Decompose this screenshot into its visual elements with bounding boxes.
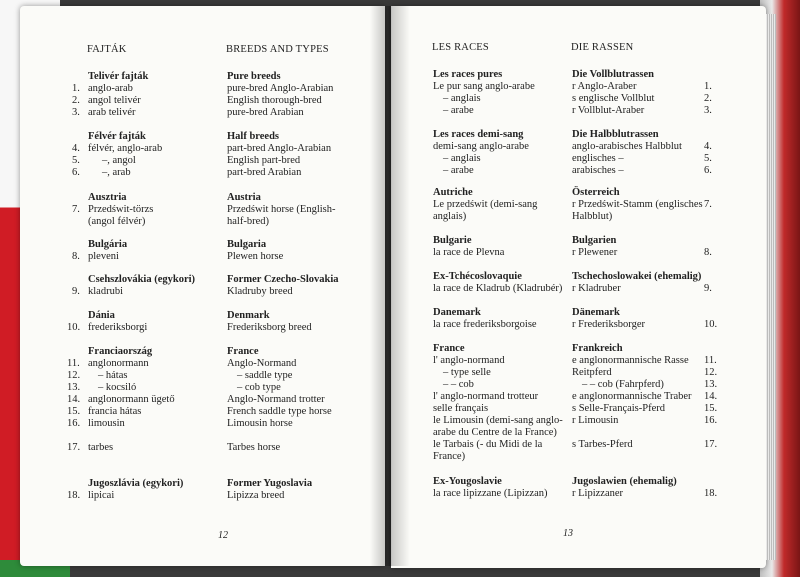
de-section-title: Frankreich xyxy=(572,343,623,354)
hu-item: anglonormann xyxy=(88,358,149,369)
hu-item: lipicai xyxy=(88,490,115,501)
en-item: Frederiksborg breed xyxy=(227,322,312,333)
hu-item: – hátas xyxy=(98,370,128,381)
hu-section-half xyxy=(88,131,162,179)
de-section-title: Tschechoslowakei (ehemalig) xyxy=(572,271,702,282)
row-number: 6. xyxy=(704,165,712,176)
fr-item: l' anglo-normand trotteur xyxy=(433,391,539,402)
row-number: 5. xyxy=(72,155,80,166)
hu-item: frederiksborgi xyxy=(88,322,148,333)
en-item: – cob type xyxy=(237,382,281,393)
fr-section-denmark xyxy=(433,307,537,331)
fr-item: la race de Plevna xyxy=(433,247,505,258)
en-item: Plewen horse xyxy=(227,251,284,262)
row-number: 9. xyxy=(704,283,712,294)
en-item: English part-bred xyxy=(227,155,301,166)
en-item: Anglo-Normand trotter xyxy=(227,394,325,405)
fr-item: le Tarbais (- du Midi de la France) xyxy=(433,439,543,462)
hu-item: arab telivér xyxy=(88,107,136,118)
fr-section-yugoslavia xyxy=(433,476,548,500)
en-section-title: Austria xyxy=(227,192,261,203)
german-heading: DIE RASSEN xyxy=(571,42,634,53)
hu-item: (angol félvér) xyxy=(88,216,146,227)
row-number: 1. xyxy=(704,81,712,92)
de-item: r Anglo-Araber xyxy=(572,81,637,92)
row-number: 7. xyxy=(72,204,80,215)
de-item: r Kladruber xyxy=(572,283,621,294)
de-item: r Plewener xyxy=(572,247,618,258)
hu-section-title: Bulgária xyxy=(88,239,128,250)
hu-section-title: Félvér fajták xyxy=(88,131,146,142)
de-item: s Selle-Français-Pferd xyxy=(572,403,666,414)
en-section-title: Half breeds xyxy=(227,131,280,142)
row-number: 12. xyxy=(67,370,81,381)
de-item: – – cob (Fahrpferd) xyxy=(582,379,664,390)
french-heading: LES RACES xyxy=(432,42,489,53)
de-item: e anglonormannische Rasse xyxy=(572,355,689,366)
fr-item: le Limousin (demi-sang anglo-arabe du Centre de la France) xyxy=(433,415,563,438)
row-number: 16. xyxy=(67,418,81,429)
row-number: 15. xyxy=(704,403,718,414)
row-number: 18. xyxy=(67,490,81,501)
hu-item: angol telivér xyxy=(88,95,141,106)
en-section-czechoslovakia xyxy=(227,274,339,298)
fr-section-half xyxy=(433,129,529,177)
de-section-bulgaria xyxy=(572,235,617,259)
hu-section-yugoslavia xyxy=(88,478,183,502)
fr-section-title: France xyxy=(433,343,465,354)
en-item: French saddle type horse xyxy=(227,406,332,417)
hu-section-title: Jugoszlávia (egykori) xyxy=(88,478,184,489)
de-item: arabisches – xyxy=(572,165,624,176)
fr-section-title: Autriche xyxy=(433,187,473,198)
de-section-france xyxy=(572,343,692,451)
de-section-half xyxy=(572,129,682,177)
hu-section-title: Ausztria xyxy=(88,192,127,203)
en-section-title: Denmark xyxy=(227,310,270,321)
english-heading: BREEDS AND TYPES xyxy=(226,44,329,55)
fr-section-title: Ex-Yougoslavie xyxy=(433,476,502,487)
row-number: 10. xyxy=(704,319,718,330)
row-number: 15. xyxy=(67,406,81,417)
de-section-yugoslavia xyxy=(572,476,677,500)
row-number: 5. xyxy=(704,153,712,164)
row-number: 10. xyxy=(67,322,81,333)
de-section-denmark xyxy=(572,307,645,331)
fr-section-bulgaria xyxy=(433,235,504,259)
hungarian-heading: FAJTÁK xyxy=(87,44,127,55)
de-section-title: Dänemark xyxy=(572,307,620,318)
hu-section-austria xyxy=(88,192,153,228)
page-number-right: 13 xyxy=(563,528,573,539)
de-item: anglo-arabisches Halbblut xyxy=(572,141,682,152)
de-item-blank xyxy=(572,427,692,439)
en-section-half xyxy=(227,131,331,179)
fr-item: – – cob xyxy=(443,379,474,390)
de-item: r Przedświt-Stamm (englisches Halbblut) xyxy=(572,199,703,222)
hu-section-pure xyxy=(88,71,148,119)
fr-section-czechoslovakia xyxy=(433,271,562,295)
hu-item: félvér, anglo-arab xyxy=(88,143,163,154)
hu-section-bulgaria xyxy=(88,239,127,263)
row-number: 4. xyxy=(704,141,712,152)
hu-item: limousin xyxy=(88,418,125,429)
de-item: Reitpferd xyxy=(572,367,612,378)
fr-item: la race lipizzane (Lipizzan) xyxy=(433,488,548,499)
row-number: 17. xyxy=(67,442,81,453)
hu-item: – kocsiló xyxy=(98,382,137,393)
en-item: – saddle type xyxy=(237,370,293,381)
fr-section-title: Les races demi-sang xyxy=(433,129,524,140)
hu-section-title: Telivér fajták xyxy=(88,71,149,82)
fr-item: demi-sang anglo-arabe xyxy=(433,141,529,152)
fr-section-pure xyxy=(433,69,535,117)
hu-item: Przedświt-törzs xyxy=(88,204,154,215)
row-number: 18. xyxy=(704,488,718,499)
fr-item: l' anglo-normand xyxy=(433,355,505,366)
row-number: 13. xyxy=(67,382,81,393)
de-item: r Limousin xyxy=(572,415,619,426)
fr-section-austria xyxy=(433,187,561,223)
en-section-bulgaria xyxy=(227,239,283,263)
row-number: 3. xyxy=(704,105,712,116)
de-section-title: Bulgarien xyxy=(572,235,617,246)
hu-item: kladrubi xyxy=(88,286,123,297)
row-number: 7. xyxy=(704,199,712,210)
hu-item: pleveni xyxy=(88,251,119,262)
en-item: part-bred Arabian xyxy=(227,167,302,178)
row-number: 8. xyxy=(704,247,712,258)
en-section-title: Bulgaria xyxy=(227,239,267,250)
en-section-austria xyxy=(227,192,355,228)
en-item: Anglo-Normand xyxy=(227,358,297,369)
en-section-title: Former Czecho-Slovakia xyxy=(227,274,339,285)
de-item: r Frederiksborger xyxy=(572,319,645,330)
de-item: r Lipizzaner xyxy=(572,488,624,499)
en-section-title: France xyxy=(227,346,259,357)
de-section-title: Österreich xyxy=(572,187,620,198)
de-item: s Tarbes-Pferd xyxy=(572,439,633,450)
hu-section-france xyxy=(88,346,175,454)
hu-item: anglonormann ügető xyxy=(88,394,175,405)
fr-section-title: Les races pures xyxy=(433,69,503,80)
row-number: 9. xyxy=(72,286,80,297)
row-number: 11. xyxy=(67,358,80,369)
hu-item: anglo-arab xyxy=(88,83,133,94)
hu-item: –, arab xyxy=(102,167,131,178)
en-item: English thorough-bred xyxy=(227,95,322,106)
row-number: 8. xyxy=(72,251,80,262)
row-number: 12. xyxy=(704,367,718,378)
fr-item: – anglais xyxy=(443,93,481,104)
de-item: r Vollblut-Araber xyxy=(572,105,645,116)
en-item: pure-bred Anglo-Arabian xyxy=(227,83,334,94)
en-section-france xyxy=(227,346,332,454)
right-page xyxy=(391,6,766,568)
fr-item: – arabe xyxy=(443,105,474,116)
hu-section-czechoslovakia xyxy=(88,274,195,298)
row-number: 14. xyxy=(704,391,718,402)
fr-item: la race de Kladrub (Kladrubér) xyxy=(433,283,563,294)
row-number: 11. xyxy=(704,355,717,366)
en-item-blank xyxy=(227,430,332,442)
fr-item: la race frederiksborgoise xyxy=(433,319,537,330)
row-number: 2. xyxy=(72,95,80,106)
page-edges xyxy=(766,14,776,560)
en-section-pure xyxy=(227,71,333,119)
de-item: englisches – xyxy=(572,153,624,164)
hu-item: francia hátas xyxy=(88,406,142,417)
row-number: 16. xyxy=(704,415,718,426)
de-section-czechoslovakia xyxy=(572,271,701,295)
row-number: 14. xyxy=(67,394,81,405)
fr-item: selle français xyxy=(433,403,489,414)
page-number-left: 12 xyxy=(218,530,228,541)
fr-item: Le przedświt (demi-sang anglais) xyxy=(433,199,538,222)
en-item: Tarbes horse xyxy=(227,442,281,453)
en-item: pure-bred Arabian xyxy=(227,107,304,118)
row-number: 1. xyxy=(72,83,80,94)
de-section-title: Die Halbblutrassen xyxy=(572,129,659,140)
hu-section-title: Csehszlovákia (egykori) xyxy=(88,274,196,285)
en-section-yugoslavia xyxy=(227,478,312,502)
row-number: 6. xyxy=(72,167,80,178)
row-number: 13. xyxy=(704,379,718,390)
en-item: Lipizza breed xyxy=(227,490,285,501)
row-number: 17. xyxy=(704,439,718,450)
hu-section-title: Dánia xyxy=(88,310,115,321)
de-section-title: Die Vollblutrassen xyxy=(572,69,654,80)
de-section-austria xyxy=(572,187,707,223)
left-page xyxy=(20,6,385,566)
hu-section-denmark xyxy=(88,310,147,334)
hu-section-title: Franciaország xyxy=(88,346,153,357)
row-number: 4. xyxy=(72,143,80,154)
fr-item: – arabe xyxy=(443,165,474,176)
de-item: e anglonormannische Traber xyxy=(572,391,692,402)
row-number: 3. xyxy=(72,107,80,118)
row-number: 2. xyxy=(704,93,712,104)
en-section-denmark xyxy=(227,310,312,334)
en-item: Limousin horse xyxy=(227,418,293,429)
hu-item-blank xyxy=(88,430,175,442)
fr-item: Le pur sang anglo-arabe xyxy=(433,81,535,92)
en-section-title: Former Yugoslavia xyxy=(227,478,313,489)
de-item: s englische Vollblut xyxy=(572,93,655,104)
de-section-pure xyxy=(572,69,654,117)
en-section-title: Pure breeds xyxy=(227,71,281,82)
hu-item: tarbes xyxy=(88,442,114,453)
fr-item: – type selle xyxy=(443,367,491,378)
en-item: Kladruby breed xyxy=(227,286,293,297)
en-item: Przedświt horse (English-half-bred) xyxy=(227,204,336,227)
en-item: part-bred Anglo-Arabian xyxy=(227,143,332,154)
fr-section-title: Ex-Tchécoslovaquie xyxy=(433,271,522,282)
fr-section-france xyxy=(433,343,565,463)
fr-section-title: Danemark xyxy=(433,307,481,318)
de-section-title: Jugoslawien (ehemalig) xyxy=(572,476,677,487)
fr-item: – anglais xyxy=(443,153,481,164)
fr-section-title: Bulgarie xyxy=(433,235,472,246)
hu-item: –, angol xyxy=(102,155,136,166)
